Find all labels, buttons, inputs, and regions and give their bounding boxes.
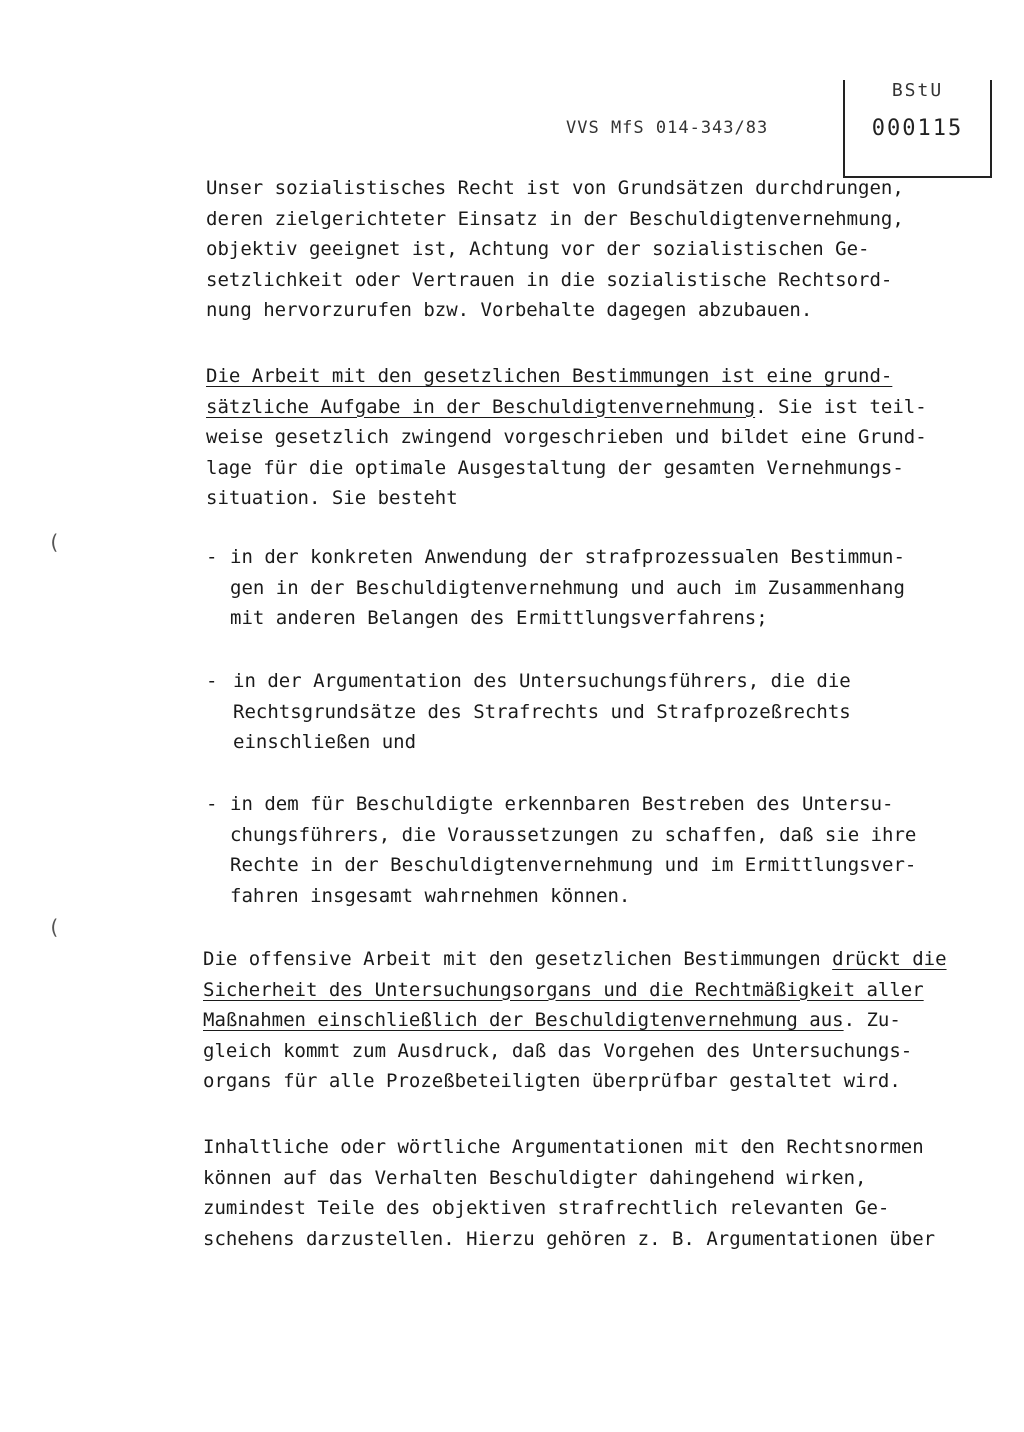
document-reference: VVS MfS 014-343/83 bbox=[566, 118, 769, 138]
text-line: können auf das Verhalten Beschuldigter dahingehend wirken, bbox=[203, 1166, 867, 1189]
paragraph-4 bbox=[203, 1132, 935, 1254]
text-segment: . Sie ist teil- bbox=[755, 395, 927, 418]
text-line: gleich kommt zum Ausdruck, daß das Vorgehen des Untersuchungs- bbox=[203, 1039, 913, 1062]
text-line: deren zielgerichteter Einsatz in der Beschuldigtenvernehmung, bbox=[206, 207, 904, 230]
text-underlined: sätzliche Aufgabe in der Beschuldigtenvernehmung bbox=[206, 395, 756, 418]
text-line: organs für alle Prozeßbeteiligten überprüfbar gestaltet wird. bbox=[203, 1070, 901, 1092]
text-line: situation. Sie besteht bbox=[206, 487, 458, 509]
text-line: chungsführers, die Voraussetzungen zu schaffen, daß sie ihre bbox=[230, 823, 917, 846]
stamp-label: BStU bbox=[891, 80, 944, 101]
margin-mark: ( bbox=[48, 915, 61, 939]
text-line: schehens darzustellen. Hierzu gehören z. B. Argumentationen über bbox=[203, 1227, 936, 1250]
text-line: lage für die optimale Ausgestaltung der gesamten Vernehmungs- bbox=[206, 456, 904, 479]
text-line: fahren insgesamt wahrnehmen können. bbox=[230, 884, 631, 907]
text-line: gen in der Beschuldigtenvernehmung und auch im Zusammenhang bbox=[230, 576, 905, 599]
text-line: Rechtsgrundsätze des Strafrechts und Strafprozeßrechts bbox=[233, 700, 851, 723]
text-line: objektiv geeignet ist, Achtung vor der sozialistischen Ge- bbox=[206, 238, 870, 260]
text-line: in der Argumentation des Untersuchungsführers, die die bbox=[233, 670, 851, 692]
page-number: 000115 bbox=[871, 116, 964, 141]
text-line: Inhaltliche oder wörtliche Argumentationen mit den Rechtsnormen bbox=[203, 1136, 924, 1158]
text-segment: Die offensive Arbeit mit den gesetzlichen Bestimmungen bbox=[203, 948, 833, 970]
text-line: in dem für Beschuldigte erkennbaren Bestreben des Untersu- bbox=[230, 793, 894, 815]
paragraph-1 bbox=[206, 173, 904, 326]
text-underlined: Maßnahmen einschließlich der Beschuldigtenvernehmung aus bbox=[203, 1009, 844, 1031]
archive-stamp bbox=[843, 80, 992, 178]
text-line: Rechte in der Beschuldigtenvernehmung und im Ermittlungsver- bbox=[230, 854, 917, 876]
text-line: Unser sozialistisches Recht ist von Grundsätzen durchdrungen, bbox=[206, 177, 904, 199]
text-line: mit anderen Belangen des Ermittlungsverfahrens; bbox=[230, 607, 768, 629]
text-line: nung hervorzurufen bzw. Vorbehalte dagegen abzubauen. bbox=[206, 299, 813, 321]
text-line-underlined: Die Arbeit mit den gesetzlichen Bestimmungen ist eine grund- bbox=[206, 365, 893, 387]
text-underlined: drückt die bbox=[832, 948, 947, 970]
margin-mark: ( bbox=[48, 530, 61, 554]
text-line: zumindest Teile des objektiven strafrechtlich relevanten Ge- bbox=[203, 1197, 890, 1219]
text-line: setzlichkeit oder Vertrauen in die sozialistische Rechtsord- bbox=[206, 268, 893, 291]
paragraph-3 bbox=[203, 944, 947, 1097]
paragraph-2 bbox=[206, 361, 927, 514]
text-line-underlined: Sicherheit des Untersuchungsorgans und die Rechtmäßigkeit aller bbox=[203, 978, 924, 1001]
text-line: weise gesetzlich zwingend vorgeschrieben und bildet eine Grund- bbox=[206, 426, 927, 448]
list-dash: - bbox=[206, 793, 218, 815]
list-dash: - bbox=[206, 670, 218, 692]
text-line: einschließen und bbox=[233, 731, 417, 753]
text-line: in der konkreten Anwendung der strafprozessualen Bestimmun- bbox=[230, 546, 905, 568]
list-dash: - bbox=[206, 546, 218, 568]
text-segment: . Zu- bbox=[843, 1009, 901, 1031]
